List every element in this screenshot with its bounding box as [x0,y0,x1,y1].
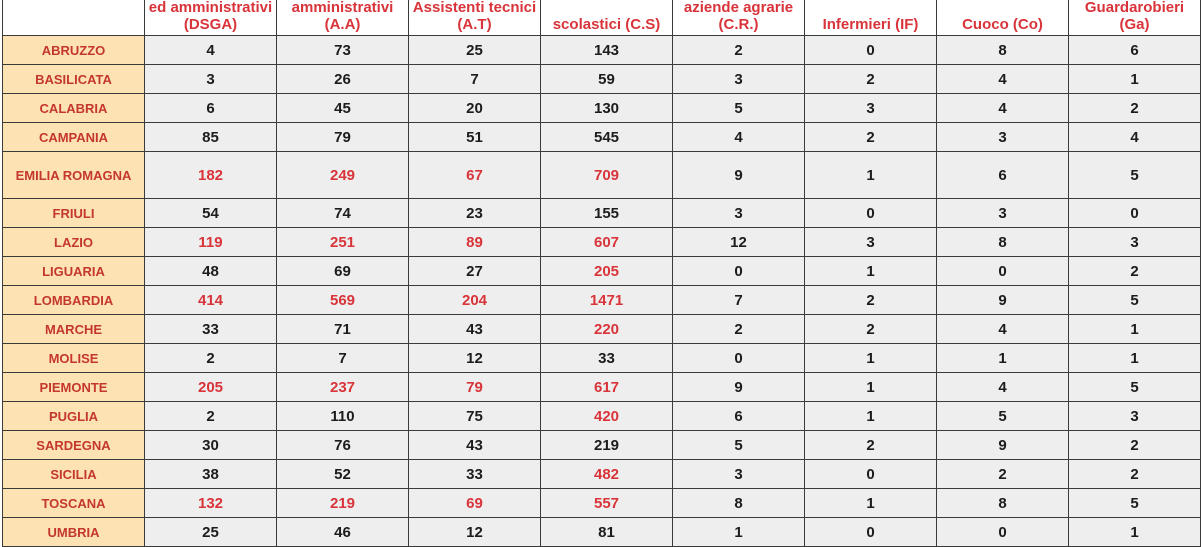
value-cell: 0 [673,344,805,373]
value-cell: 2 [805,65,937,94]
value-cell: 1 [805,257,937,286]
value-cell: 2 [1069,460,1201,489]
region-cell: EMILIA ROMAGNA [3,152,145,199]
value-cell: 1 [1069,518,1201,547]
value-cell: 5 [673,431,805,460]
value-cell: 0 [937,518,1069,547]
value-cell: 482 [541,460,673,489]
value-cell: 1 [805,152,937,199]
table-row [3,315,1201,344]
value-cell: 85 [145,123,277,152]
value-cell: 79 [409,373,541,402]
value-cell: 20 [409,94,541,123]
value-cell: 3 [673,460,805,489]
value-cell: 3 [1069,228,1201,257]
value-cell: 43 [409,315,541,344]
table-row [3,257,1201,286]
value-cell: 0 [805,518,937,547]
header-cell: amministrativi (A.A) [277,0,409,36]
value-cell: 2 [145,344,277,373]
header-cell: Guardarobieri (Ga) [1069,0,1201,36]
value-cell: 25 [409,36,541,65]
value-cell: 110 [277,402,409,431]
value-cell: 569 [277,286,409,315]
value-cell: 5 [1069,286,1201,315]
value-cell: 48 [145,257,277,286]
value-cell: 7 [409,65,541,94]
value-cell: 2 [1069,431,1201,460]
value-cell: 46 [277,518,409,547]
value-cell: 204 [409,286,541,315]
value-cell: 2 [673,315,805,344]
value-cell: 5 [1069,489,1201,518]
region-cell: SICILIA [3,460,145,489]
table-row [3,123,1201,152]
value-cell: 2 [805,286,937,315]
value-cell: 2 [145,402,277,431]
region-cell: BASILICATA [3,65,145,94]
value-cell: 4 [937,65,1069,94]
value-cell: 73 [277,36,409,65]
header-cell: Cuoco (Co) [937,0,1069,36]
region-cell: PIEMONTE [3,373,145,402]
value-cell: 4 [937,315,1069,344]
value-cell: 2 [1069,257,1201,286]
value-cell: 4 [937,373,1069,402]
value-cell: 38 [145,460,277,489]
value-cell: 0 [805,460,937,489]
value-cell: 1 [1069,65,1201,94]
value-cell: 3 [805,94,937,123]
value-cell: 74 [277,199,409,228]
value-cell: 1 [1069,344,1201,373]
table-row [3,373,1201,402]
table-row [3,36,1201,65]
value-cell: 420 [541,402,673,431]
value-cell: 5 [937,402,1069,431]
value-cell: 2 [937,460,1069,489]
table-row [3,228,1201,257]
region-cell: TOSCANA [3,489,145,518]
value-cell: 1471 [541,286,673,315]
value-cell: 2 [805,315,937,344]
value-cell: 130 [541,94,673,123]
value-cell: 1 [805,373,937,402]
value-cell: 8 [937,228,1069,257]
value-cell: 2 [805,431,937,460]
value-cell: 1 [673,518,805,547]
region-cell: ABRUZZO [3,36,145,65]
value-cell: 89 [409,228,541,257]
value-cell: 155 [541,199,673,228]
table-row [3,94,1201,123]
value-cell: 25 [145,518,277,547]
table-row [3,344,1201,373]
value-cell: 26 [277,65,409,94]
region-cell: LAZIO [3,228,145,257]
value-cell: 69 [409,489,541,518]
value-cell: 709 [541,152,673,199]
value-cell: 0 [805,199,937,228]
region-cell: UMBRIA [3,518,145,547]
value-cell: 607 [541,228,673,257]
table-row [3,286,1201,315]
value-cell: 6 [937,152,1069,199]
table-body [3,36,1201,547]
table-row [3,431,1201,460]
value-cell: 43 [409,431,541,460]
value-cell: 51 [409,123,541,152]
table-row [3,402,1201,431]
value-cell: 71 [277,315,409,344]
value-cell: 4 [673,123,805,152]
table-row [3,199,1201,228]
value-cell: 12 [673,228,805,257]
region-cell: LIGUARIA [3,257,145,286]
region-cell: FRIULI [3,199,145,228]
value-cell: 132 [145,489,277,518]
value-cell: 414 [145,286,277,315]
value-cell: 52 [277,460,409,489]
value-cell: 5 [1069,373,1201,402]
value-cell: 219 [541,431,673,460]
value-cell: 33 [145,315,277,344]
header-cell: aziende agrarie (C.R.) [673,0,805,36]
value-cell: 1 [805,402,937,431]
value-cell: 6 [1069,36,1201,65]
value-cell: 6 [145,94,277,123]
region-cell: CALABRIA [3,94,145,123]
value-cell: 143 [541,36,673,65]
value-cell: 7 [673,286,805,315]
value-cell: 237 [277,373,409,402]
region-cell: LOMBARDIA [3,286,145,315]
value-cell: 30 [145,431,277,460]
table-row [3,460,1201,489]
value-cell: 205 [541,257,673,286]
value-cell: 45 [277,94,409,123]
value-cell: 79 [277,123,409,152]
value-cell: 12 [409,518,541,547]
value-cell: 2 [673,36,805,65]
value-cell: 4 [937,94,1069,123]
region-cell: PUGLIA [3,402,145,431]
value-cell: 8 [937,489,1069,518]
staff-by-region-table [2,0,1201,547]
value-cell: 0 [937,257,1069,286]
value-cell: 67 [409,152,541,199]
value-cell: 0 [673,257,805,286]
value-cell: 119 [145,228,277,257]
value-cell: 182 [145,152,277,199]
value-cell: 3 [673,65,805,94]
header-cell: Assistenti tecnici (A.T) [409,0,541,36]
value-cell: 3 [1069,402,1201,431]
value-cell: 76 [277,431,409,460]
value-cell: 81 [541,518,673,547]
table-row [3,489,1201,518]
value-cell: 557 [541,489,673,518]
value-cell: 9 [673,373,805,402]
value-cell: 33 [409,460,541,489]
value-cell: 4 [145,36,277,65]
value-cell: 2 [1069,94,1201,123]
value-cell: 1 [937,344,1069,373]
region-cell: MARCHE [3,315,145,344]
value-cell: 1 [805,489,937,518]
header-cell-region [3,0,145,36]
value-cell: 9 [937,286,1069,315]
region-cell: CAMPANIA [3,123,145,152]
value-cell: 3 [673,199,805,228]
table-row [3,65,1201,94]
header-row [3,0,1201,36]
value-cell: 251 [277,228,409,257]
value-cell: 3 [937,123,1069,152]
value-cell: 59 [541,65,673,94]
value-cell: 205 [145,373,277,402]
value-cell: 9 [673,152,805,199]
header-cell: scolastici (C.S) [541,0,673,36]
value-cell: 23 [409,199,541,228]
value-cell: 54 [145,199,277,228]
value-cell: 5 [1069,152,1201,199]
value-cell: 1 [1069,315,1201,344]
value-cell: 69 [277,257,409,286]
value-cell: 33 [541,344,673,373]
header-cell: Infermieri (IF) [805,0,937,36]
table-row [3,152,1201,199]
value-cell: 7 [277,344,409,373]
value-cell: 8 [937,36,1069,65]
value-cell: 3 [805,228,937,257]
value-cell: 5 [673,94,805,123]
region-cell: SARDEGNA [3,431,145,460]
value-cell: 220 [541,315,673,344]
value-cell: 545 [541,123,673,152]
value-cell: 0 [805,36,937,65]
value-cell: 3 [145,65,277,94]
table-header [3,0,1201,36]
value-cell: 1 [805,344,937,373]
value-cell: 12 [409,344,541,373]
value-cell: 8 [673,489,805,518]
value-cell: 4 [1069,123,1201,152]
table-row [3,518,1201,547]
value-cell: 75 [409,402,541,431]
value-cell: 6 [673,402,805,431]
value-cell: 249 [277,152,409,199]
value-cell: 9 [937,431,1069,460]
value-cell: 617 [541,373,673,402]
value-cell: 2 [805,123,937,152]
value-cell: 27 [409,257,541,286]
value-cell: 0 [1069,199,1201,228]
value-cell: 3 [937,199,1069,228]
region-cell: MOLISE [3,344,145,373]
value-cell: 219 [277,489,409,518]
header-cell: ed amministrativi (DSGA) [145,0,277,36]
